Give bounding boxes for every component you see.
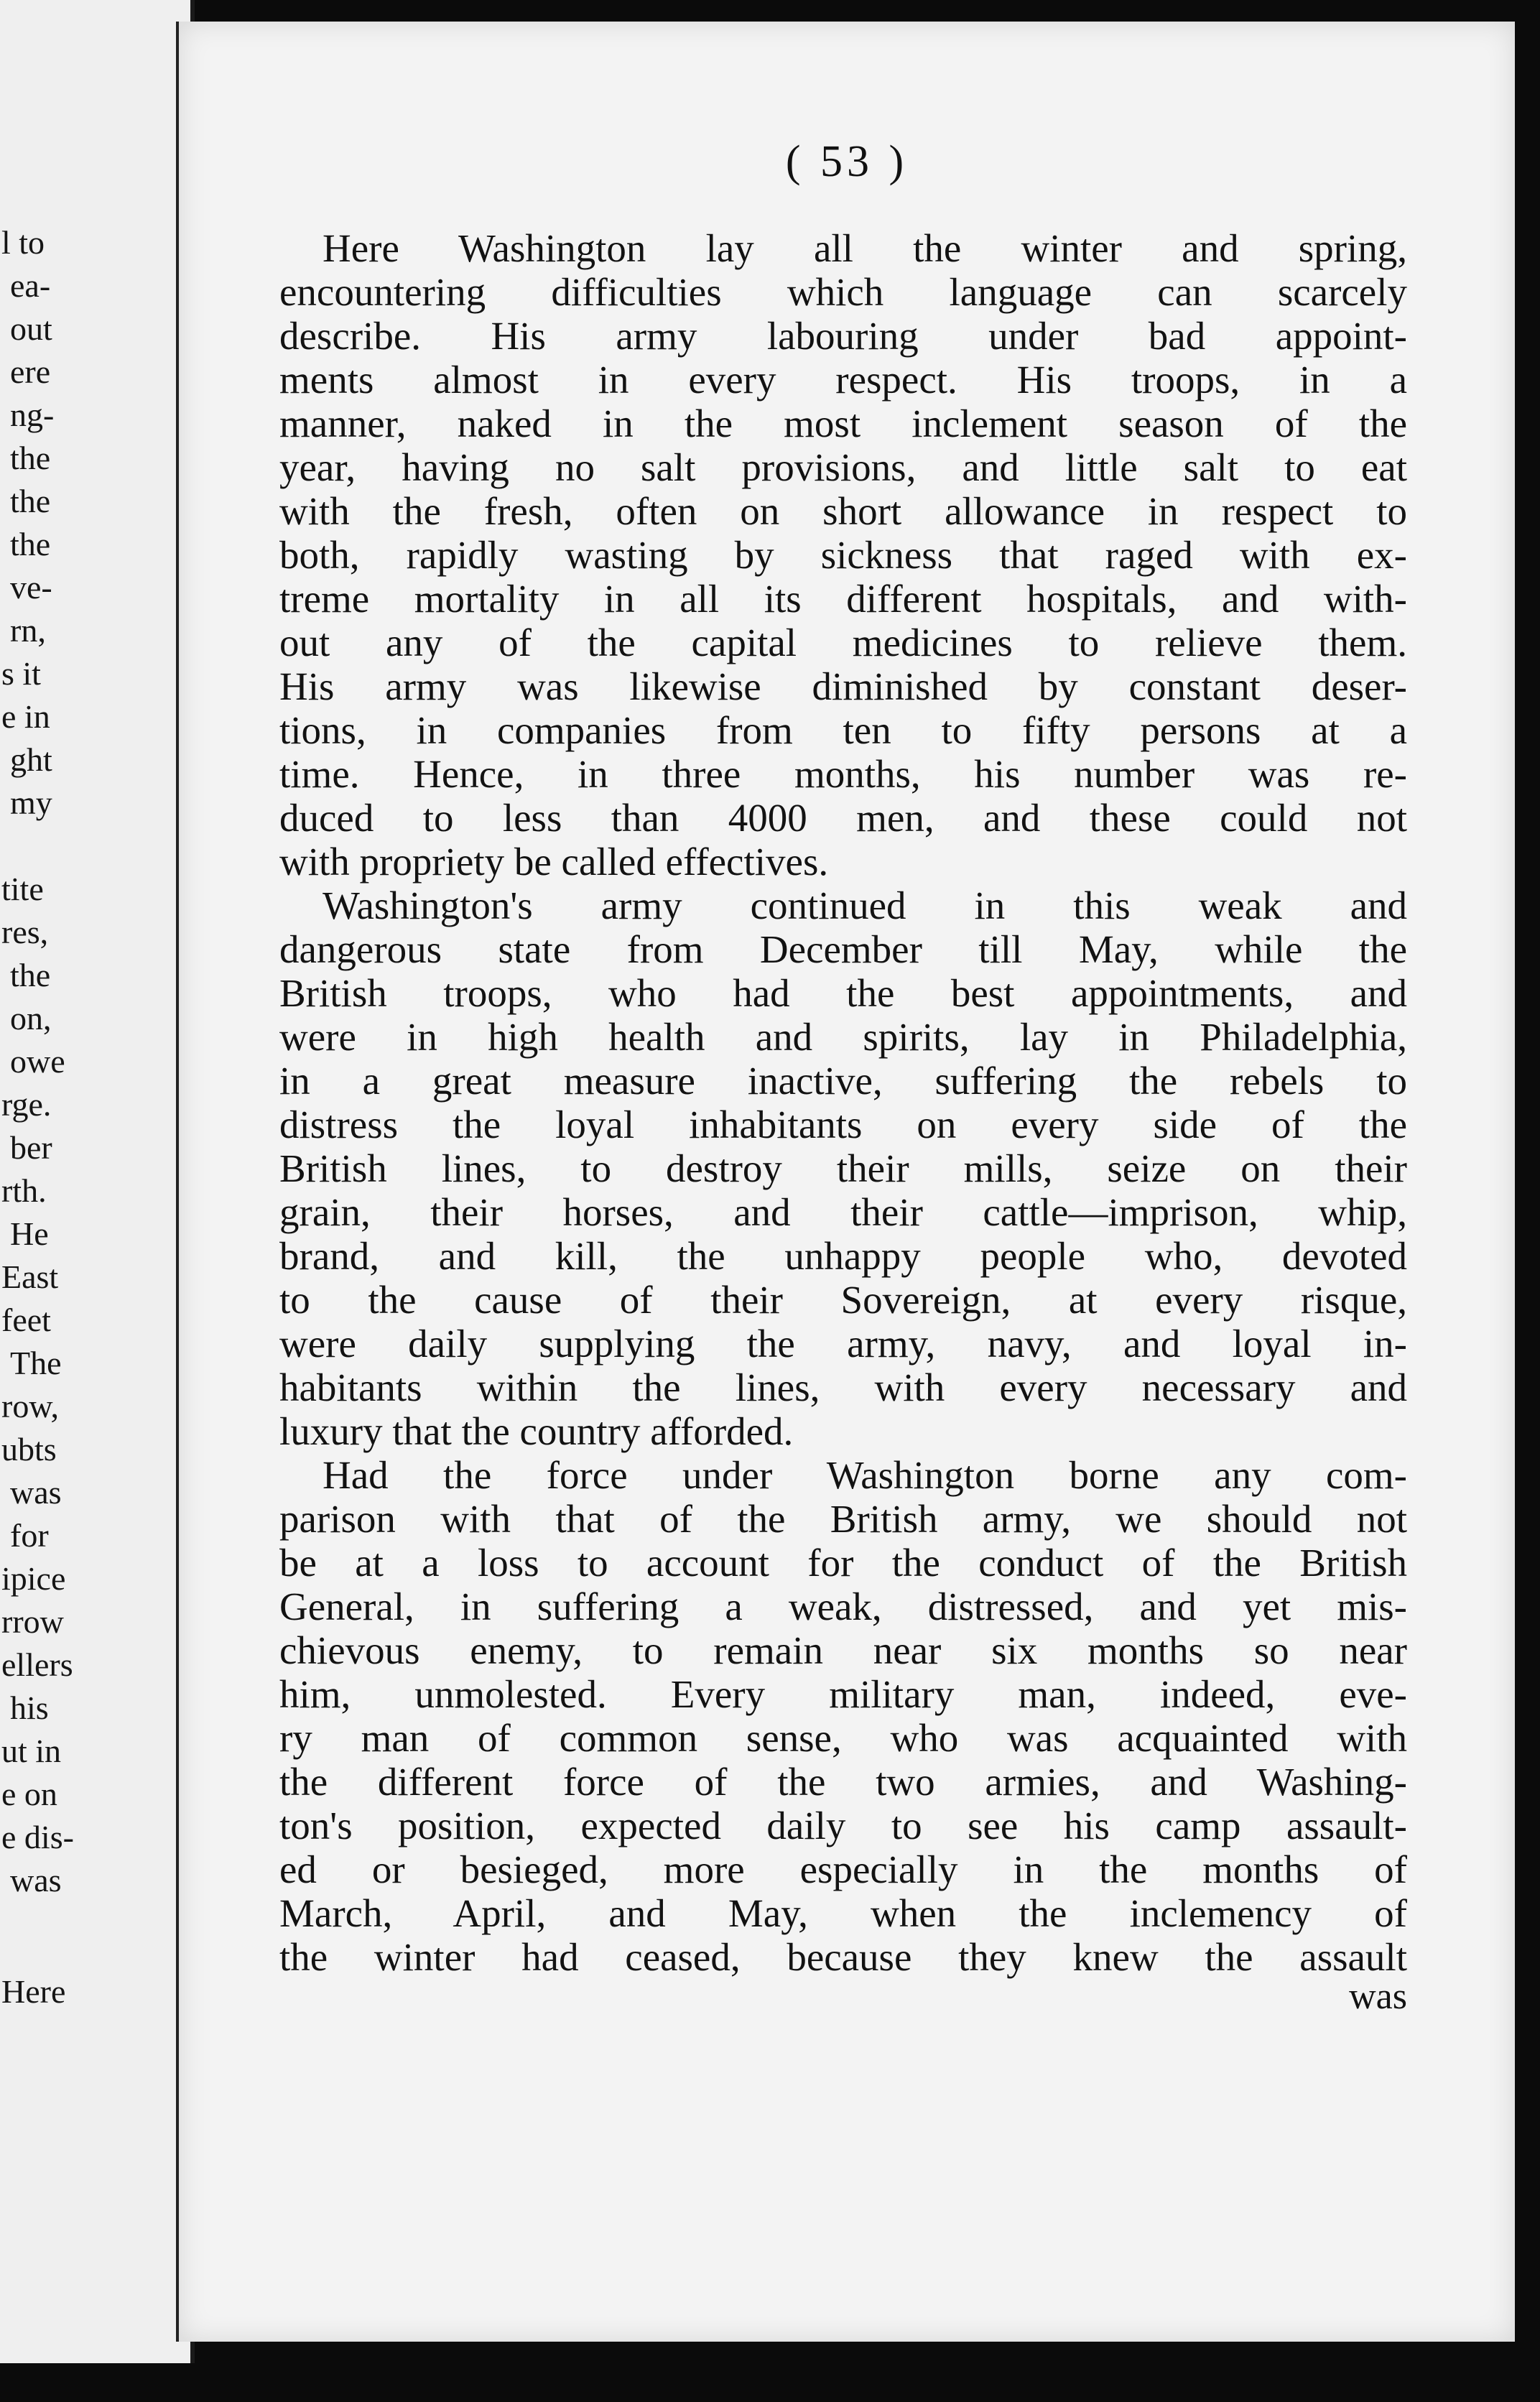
text-line: out any of the capital medicines to relieve them.	[279, 621, 1407, 664]
text-line: manner, naked in the most inclement season of the	[279, 402, 1407, 445]
text-line: were daily supplying the army, navy, and loyal in-	[279, 1322, 1407, 1365]
left-margin-fragment: was	[10, 1862, 62, 1898]
text-line: the winter had ceased, because they knew the assault	[279, 1935, 1407, 1979]
text-line: luxury that the country afforded.	[279, 1409, 794, 1453]
text-line: with the fresh, often on short allowance in respect to	[279, 489, 1407, 533]
left-margin-fragment: rn,	[10, 612, 46, 649]
left-margin-fragment: s it	[1, 655, 41, 692]
text-line: Here Washington lay all the winter and spring,	[323, 226, 1407, 270]
left-margin-fragment: ber	[10, 1129, 52, 1166]
left-margin-fragment: tite	[1, 871, 44, 907]
left-margin-fragment: Here	[1, 1973, 66, 2010]
left-margin-fragment: l to	[1, 224, 45, 261]
text-line: encountering difficulties which language can scarcely	[279, 270, 1407, 314]
left-margin-fragment: for	[10, 1517, 49, 1554]
text-line: chievous enemy, to remain near six months so near	[279, 1628, 1407, 1672]
text-line: Washington's army continued in this weak and	[323, 884, 1407, 927]
text-line: were in high health and spirits, lay in Philadelphia,	[279, 1015, 1407, 1059]
left-margin-fragment: ve-	[10, 569, 52, 606]
text-line: with propriety be called effectives.	[279, 840, 829, 884]
left-margin-fragment: row,	[1, 1388, 60, 1424]
text-line: ments almost in every respect. His troops, in a	[279, 358, 1407, 402]
text-line: both, rapidly wasting by sickness that raged with ex-	[279, 533, 1407, 577]
left-margin-fragment: was	[10, 1474, 62, 1511]
text-line: ton's position, expected daily to see his camp assault-	[279, 1804, 1407, 1847]
left-margin-fragment: the	[10, 440, 51, 476]
scan-border	[0, 2363, 1540, 2402]
left-margin-fragment: res,	[1, 914, 49, 950]
left-margin-fragment: e on	[1, 1776, 57, 1812]
left-margin-fragment: feet	[1, 1302, 51, 1338]
left-margin-fragment: rth.	[1, 1172, 47, 1209]
left-margin-fragment: ellers	[1, 1646, 73, 1683]
page	[176, 22, 1515, 2342]
text-line: treme mortality in all its different hospitals, and with-	[279, 577, 1407, 621]
text-line: dangerous state from December till May, while the	[279, 927, 1407, 971]
left-margin-fragment: rrow	[1, 1603, 64, 1640]
left-margin-fragment: The	[10, 1345, 62, 1381]
text-line: ed or besieged, more especially in the months of	[279, 1847, 1407, 1891]
text-line: the different force of the two armies, and Washing-	[279, 1760, 1407, 1804]
text-line: to the cause of their Sovereign, at every risque,	[279, 1278, 1407, 1322]
text-line: describe. His army labouring under bad appoint-	[279, 314, 1407, 358]
text-line: be at a loss to account for the conduct of the British	[279, 1541, 1407, 1585]
left-margin-fragment: out	[10, 310, 52, 347]
text-line: ry man of common sense, who was acquainted with	[279, 1716, 1407, 1760]
left-margin-fragment: on,	[10, 1000, 52, 1037]
text-line: British troops, who had the best appointments, and	[279, 971, 1407, 1015]
text-line: year, having no salt provisions, and little salt to eat	[279, 445, 1407, 489]
left-margin-fragment: ut in	[1, 1733, 62, 1769]
left-margin-fragment: e in	[1, 698, 50, 735]
text-line: habitants within the lines, with every necessary and	[279, 1365, 1407, 1409]
text-line: tions, in companies from ten to fifty persons at a	[279, 708, 1407, 752]
left-margin-fragment: East	[1, 1258, 59, 1295]
left-margin-fragment: owe	[10, 1043, 65, 1080]
left-margin-fragment: ubts	[1, 1431, 57, 1467]
left-margin-fragment: ea-	[10, 267, 51, 304]
text-line: time. Hence, in three months, his number was re-	[279, 752, 1407, 796]
left-facing-page	[0, 0, 195, 2363]
body-text	[279, 226, 1407, 1979]
text-line: grain, their horses, and their cattle—imprison, whip,	[279, 1190, 1407, 1234]
left-margin-fragment: the	[10, 483, 51, 519]
left-margin-fragment: his	[10, 1689, 49, 1726]
page-number: ( 53 )	[785, 137, 909, 186]
text-line: British lines, to destroy their mills, seize on their	[279, 1146, 1407, 1190]
left-margin-fragment: ipice	[1, 1560, 66, 1597]
text-line: in a great measure inactive, suffering the rebels to	[279, 1059, 1407, 1103]
left-margin-fragment: e dis-	[1, 1819, 74, 1855]
catchword: was	[1349, 1976, 1407, 2017]
text-line: distress the loyal inhabitants on every side of the	[279, 1103, 1407, 1146]
text-line: brand, and kill, the unhappy people who, devoted	[279, 1234, 1407, 1278]
left-margin-fragment: rge.	[1, 1086, 52, 1123]
text-line: His army was likewise diminished by constant deser-	[279, 664, 1407, 708]
left-margin-fragment: my	[10, 784, 52, 821]
left-margin-fragment: the	[10, 957, 51, 993]
text-line: Had the force under Washington borne any com-	[323, 1453, 1407, 1497]
left-margin-fragment: He	[10, 1215, 49, 1252]
text-line: him, unmolested. Every military man, indeed, eve-	[279, 1672, 1407, 1716]
text-line: March, April, and May, when the inclemency of	[279, 1891, 1407, 1935]
text-line: duced to less than 4000 men, and these could not	[279, 796, 1407, 840]
left-margin-fragment: ere	[10, 353, 51, 390]
left-margin-fragment: ght	[10, 741, 52, 778]
text-line: General, in suffering a weak, distressed, and yet mis-	[279, 1585, 1407, 1628]
left-margin-fragment: the	[10, 526, 51, 562]
left-margin-fragment: ng-	[10, 397, 55, 433]
text-line: parison with that of the British army, we should not	[279, 1497, 1407, 1541]
